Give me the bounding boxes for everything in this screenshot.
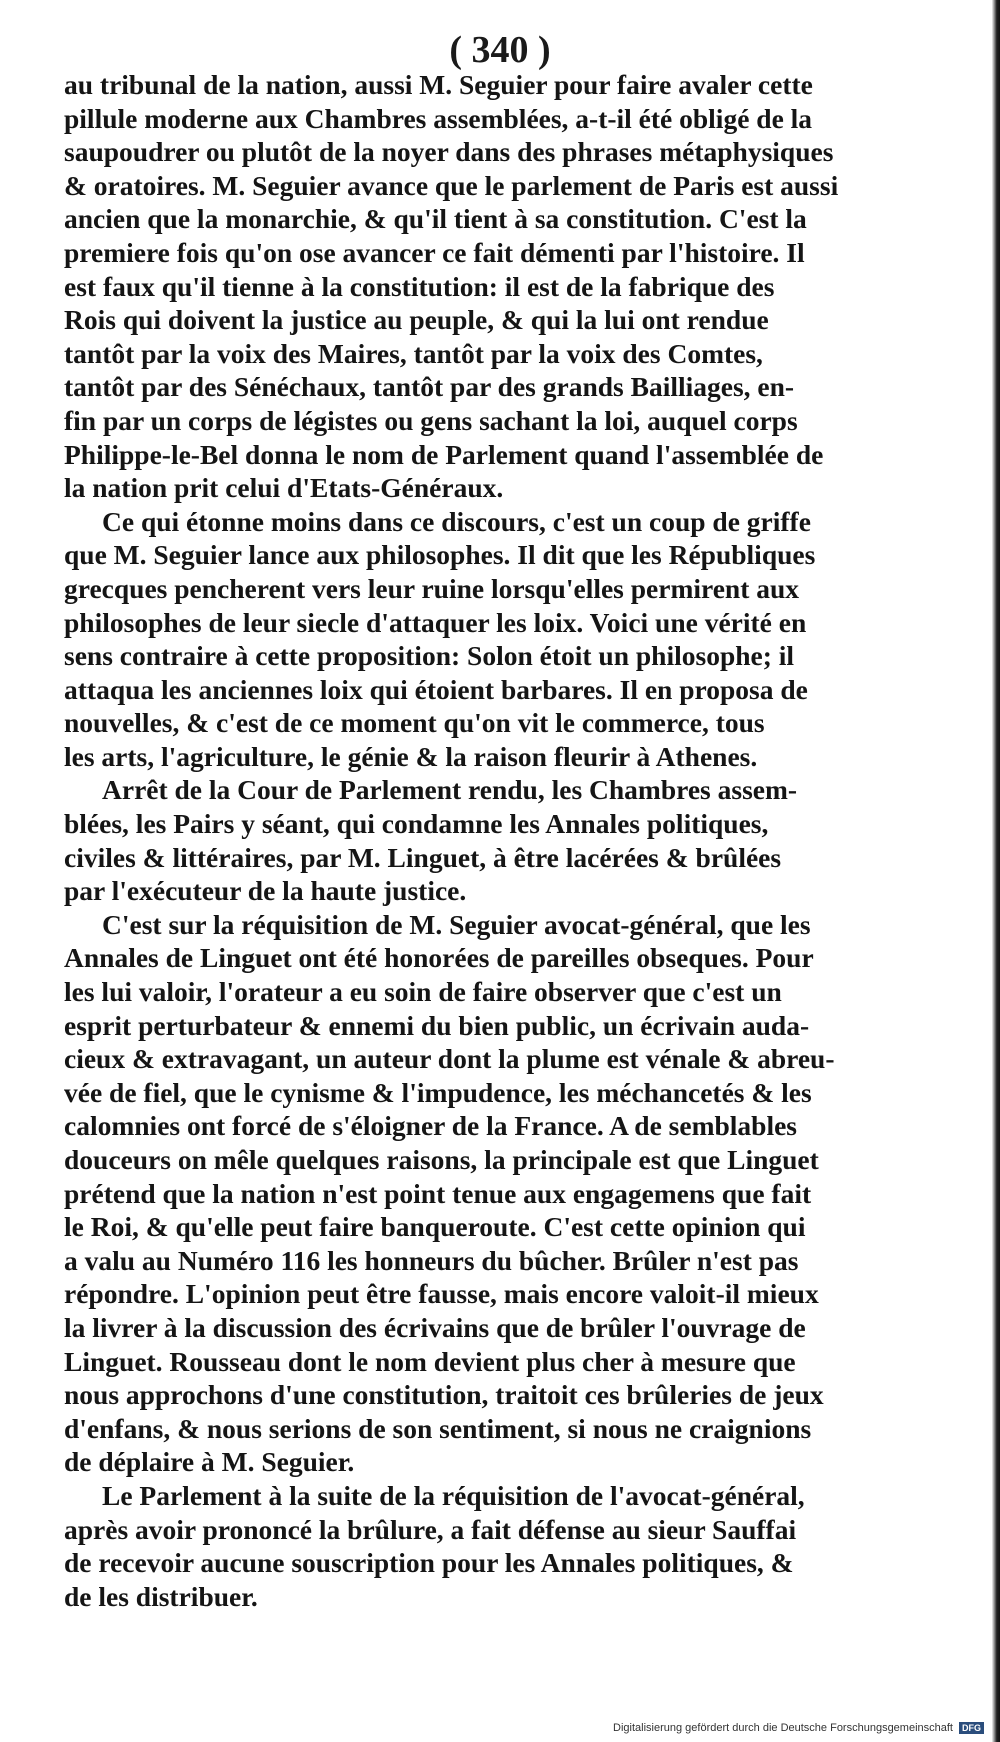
text-line: grecques pencherent vers leur ruine lorsqu'elles permirent aux [64,572,800,604]
paragraph-start-line: Arrêt de la Cour de Parlement rendu, les Chambres assem- [102,774,798,806]
page-number: ( 340 ) [449,29,551,71]
text-line: & oratoires. M. Seguier avance que le parlement de Paris est aussi [64,169,839,201]
text-line: au tribunal de la nation, aussi M. Seguier pour faire avaler cette [64,69,813,100]
text-line: philosophes de leur siecle d'attaquer les loix. Voici une vérité en [64,606,807,638]
text-line: nouvelles, & c'est de ce moment qu'on vit le commerce, tous [64,707,765,739]
text-line: par l'exécuteur de la haute justice. [64,875,467,907]
text-line: tantôt par des Sénéchaux, tantôt par des grands Bailliages, en- [64,371,795,403]
text-line: Linguet. Rousseau dont le nom devient plus cher à mesure que [64,1345,796,1377]
text-line: répondre. L'opinion peut être fausse, mais encore valoit-il mieux [64,1278,819,1310]
dfg-logo-icon: DFG [959,1722,984,1734]
body-text [64,68,966,1613]
text-line: la nation prit celui d'Etats-Généraux. [64,472,504,504]
text-line: de les distribuer. [64,1580,258,1612]
footer-credit: Digitalisierung gefördert durch die Deutsche Forschungsgemeinschaft [613,1722,953,1734]
text-line: douceurs on mêle quelques raisons, la principale est que Linguet [64,1144,819,1175]
text-line: esprit perturbateur & ennemi du bien public, un écrivain auda- [64,1009,810,1041]
text-line: ancien que la monarchie, & qu'il tient à sa constitution. C'est la [64,203,807,235]
text-line: premiere fois qu'on ose avancer ce fait démenti par l'histoire. Il [64,236,805,268]
text-line: fin par un corps de légistes ou gens sachant la loi, auquel corps [64,404,798,436]
paragraph-start-line: C'est sur la réquisition de M. Seguier avocat-général, que les [102,908,811,940]
text-line: sens contraire à cette proposition: Solon étoit un philosophe; il [64,640,795,672]
text-line: Rois qui doivent la justice au peuple, & qui la lui ont rendue [64,304,769,336]
text-line: de déplaire à M. Seguier. [64,1446,355,1478]
text-line: que M. Seguier lance aux philosophes. Il dit que les Républiques [64,539,816,571]
text-line: le Roi, & qu'elle peut faire banqueroute. C'est cette opinion qui [64,1211,806,1243]
text-line: pillule moderne aux Chambres assemblées, a-t-il été obligé de la [64,102,813,134]
paragraph-start-line: Ce qui étonne moins dans ce discours, c'est un coup de griffe [102,505,811,537]
text-line: d'enfans, & nous serions de son sentiment, si nous ne craignions [64,1412,812,1444]
text-line: blées, les Pairs y séant, qui condamne les Annales politiques, [64,808,769,840]
text-line: attaqua les anciennes loix qui étoient barbares. Il en proposa de [64,673,808,705]
text-line: de recevoir aucune souscription pour les Annales politiques, & [64,1547,794,1579]
text-line: est faux qu'il tienne à la constitution: il est de la fabrique des [64,270,775,302]
digitization-footer [613,1722,984,1734]
text-line: cieux & extravagant, un auteur dont la plume est vénale & abreu- [64,1043,835,1075]
text-line: calomnies ont forcé de s'éloigner de la France. A de semblables [64,1110,798,1142]
text-line: prétend que la nation n'est point tenue aux engagemens que fait [64,1177,812,1209]
page-edge [992,0,1000,1742]
text-line: les arts, l'agriculture, le génie & la raison fleurir à Athenes. [64,740,758,772]
text-line: après avoir prononcé la brûlure, a fait défense au sieur Sauffai [64,1513,797,1545]
text-line: Annales de Linguet ont été honorées de pareilles obseques. Pour [64,942,814,974]
text-line: tantôt par la voix des Maires, tantôt par la voix des Comtes, [64,337,763,369]
text-line: la livrer à la discussion des écrivains que de brûler l'ouvrage de [64,1311,806,1343]
text-line: saupoudrer ou plutôt de la noyer dans des phrases métaphysiques [64,136,834,168]
text-line: Philippe-le-Bel donna le nom de Parlement quand l'assemblée de [64,438,824,470]
text-line: les lui valoir, l'orateur a eu soin de faire observer que c'est un [64,976,782,1008]
text-line: vée de fiel, que le cynisme & l'impudence, les méchancetés & les [64,1076,812,1108]
text-line: nous approchons d'une constitution, traitoit ces brûleries de jeux [64,1379,824,1411]
paragraph-start-line: Le Parlement à la suite de la réquisition de l'avocat-général, [102,1479,805,1511]
text-line: civiles & littéraires, par M. Linguet, à être lacérées & brûlées [64,841,782,873]
text-line: a valu au Numéro 116 les honneurs du bûcher. Brûler n'est pas [64,1244,799,1276]
